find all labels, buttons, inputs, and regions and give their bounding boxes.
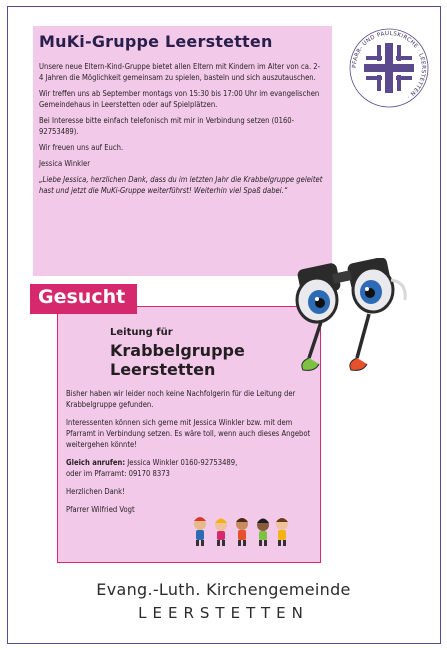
footer-town-name: LEERSTETTEN bbox=[138, 604, 309, 622]
muki-signature: Jessica Winkler bbox=[39, 159, 91, 168]
gesucht-badge: Gesucht bbox=[30, 284, 137, 314]
krabbel-title bbox=[66, 341, 312, 379]
krabbel-subtitle: Leitung für bbox=[110, 327, 173, 338]
krabbel-paragraph-interest: Interessenten können sich gerne mit Jessica Winkler bzw. mit dem Pfarramt in Verbindung setzen. Es wäre toll, wenn auch dieses Angebot weitergehen könnte! bbox=[66, 418, 311, 449]
call-line1: Jessica Winkler 0160-92753489, bbox=[125, 458, 238, 467]
call-line2: oder im Pfarramt: 09170 8373 bbox=[66, 469, 170, 478]
church-cross-logo-icon bbox=[348, 27, 430, 109]
muki-paragraph-schedule: Wir treffen uns ab September montags von 15:30 bis 17:00 Uhr im evangelischen Gemeindehaus in Leerstetten oder auf Spielplätzen. bbox=[39, 89, 320, 109]
muki-group-box bbox=[33, 26, 332, 276]
muki-paragraph-intro: Unsere neue Eltern-Kind-Gruppe bietet allen Eltern mit Kindern im Alter von ca. 2-4 Jahren die Möglichkeit gemeinsam zu spielen, basteln und sich auszutauschen. bbox=[39, 62, 321, 82]
muki-title: MuKi-Gruppe Leerstetten bbox=[39, 32, 273, 51]
binoculars-character-icon bbox=[287, 258, 417, 388]
footer-parish-name: Evang.-Luth. Kirchengemeinde bbox=[96, 580, 351, 599]
children-illustration-icon bbox=[190, 515, 290, 547]
muki-paragraph-greeting: Wir freuen uns auf Euch. bbox=[39, 143, 124, 152]
krabbel-paragraph-status: Bisher haben wir leider noch keine Nachfolgerin für die Leitung der Krabbelgruppe gefunden. bbox=[66, 389, 296, 409]
krabbel-thanks: Herzlichen Dank! bbox=[66, 487, 125, 496]
call-label: Gleich anrufen: bbox=[66, 458, 126, 467]
krabbel-title-line1: Krabbelgruppe bbox=[110, 341, 245, 360]
krabbel-title-line2: Leerstetten bbox=[110, 360, 216, 379]
muki-quote: „Liebe Jessica, herzlichen Dank, dass du im letzten Jahr die Krabbelgruppe geleitet hast und jetzt die MuKi-Gruppe weiterführst! Weiterhin viel Spaß dabei.“ bbox=[39, 175, 323, 195]
krabbel-signature: Pfarrer Wilfried Vogt bbox=[66, 505, 135, 514]
krabbel-paragraph-call bbox=[66, 457, 312, 479]
muki-paragraph-contact: Bei Interesse bitte einfach telefonisch mit mir in Verbindung setzen (0160-92753489). bbox=[39, 116, 295, 136]
logo-ring-text: PFARR- UND PAULSKIRCHE · LEERSTETTEN · bbox=[351, 30, 427, 100]
